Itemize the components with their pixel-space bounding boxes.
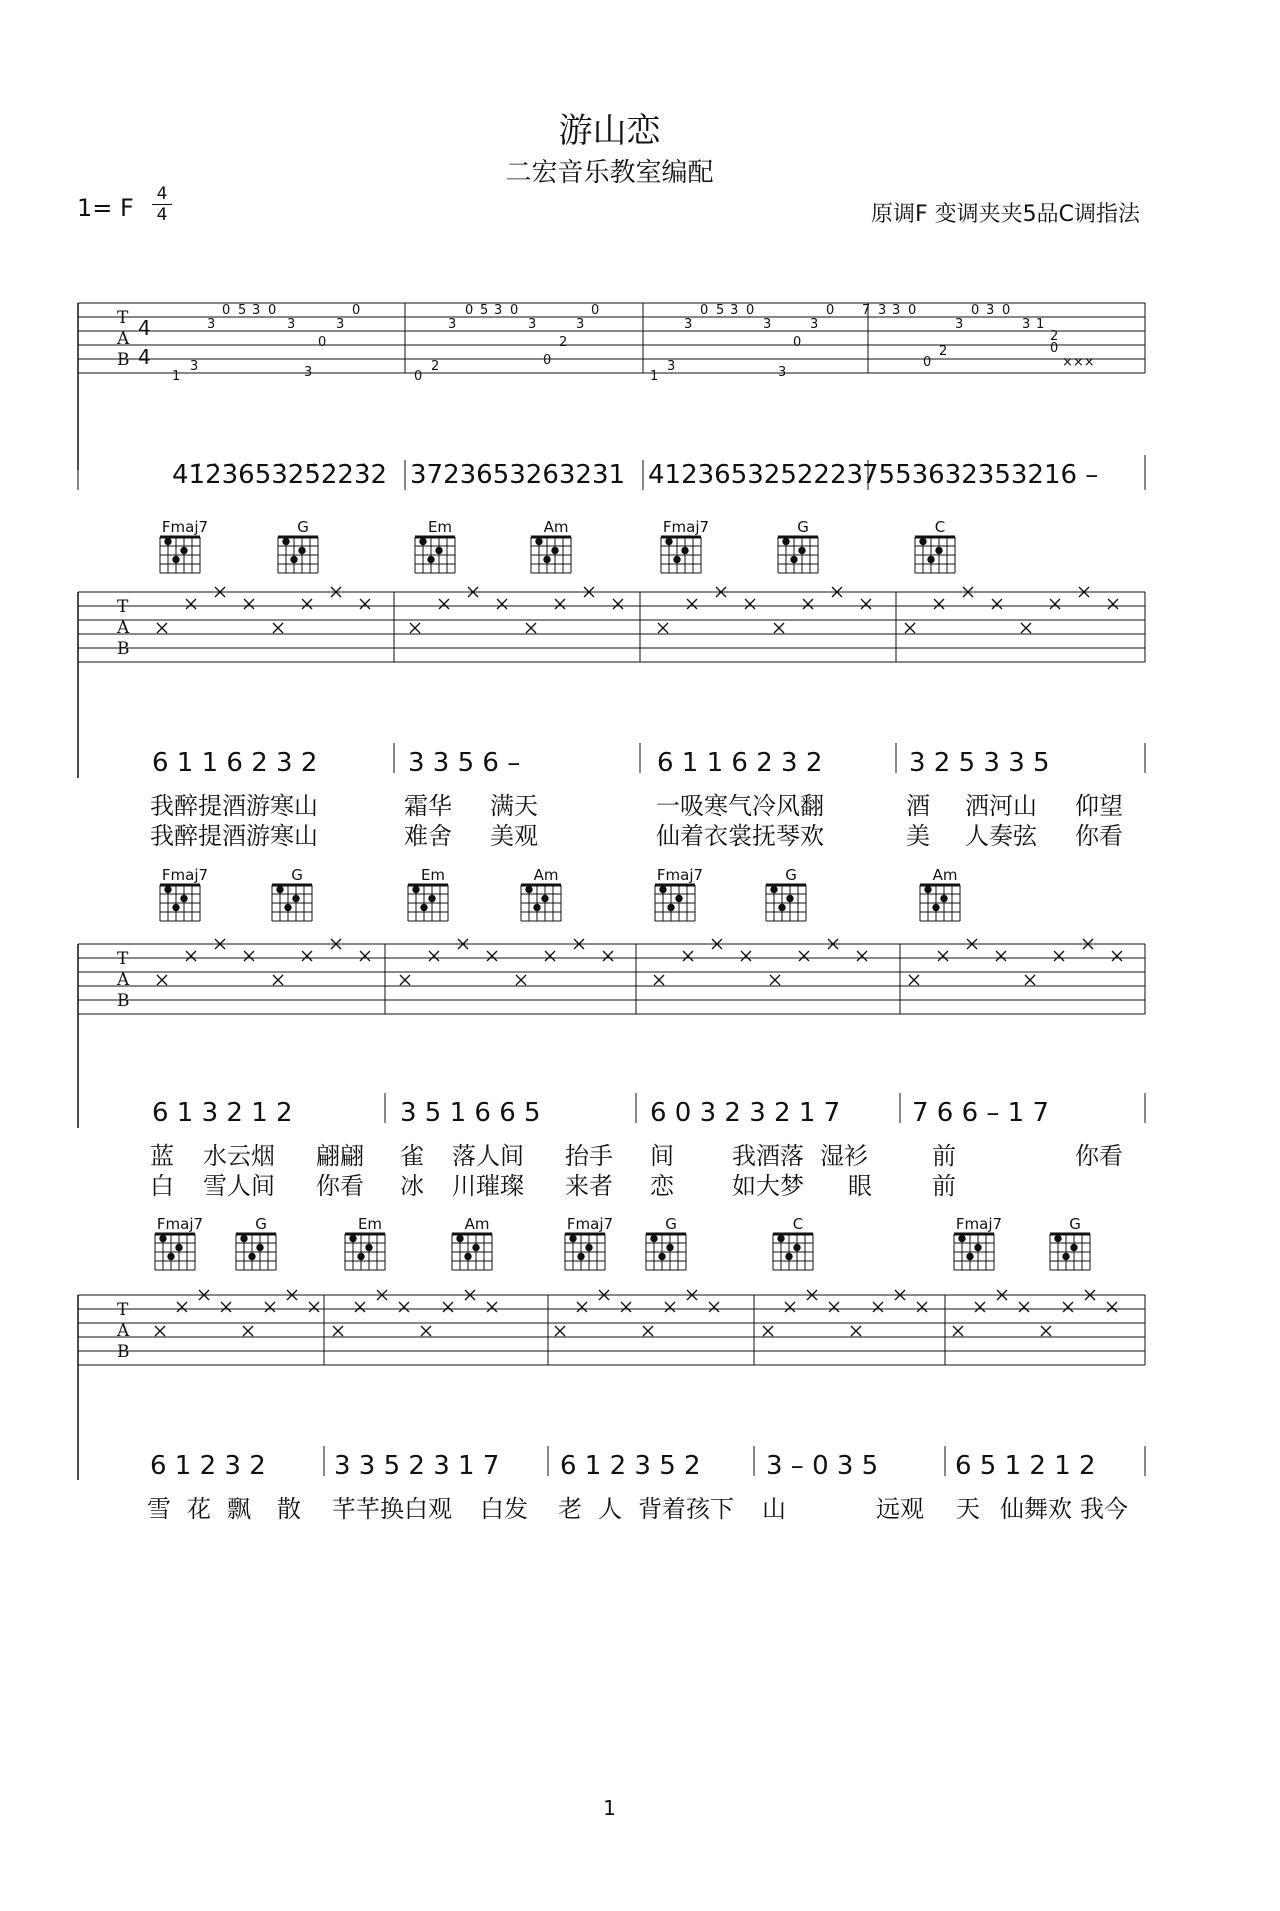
svg-text:1: 1: [1036, 317, 1045, 332]
strum-mark: [938, 951, 948, 961]
strum-mark: [975, 1302, 985, 1312]
chord-name: G: [255, 1215, 267, 1233]
numbered-notation-3: [0, 1098, 1219, 1138]
strum-mark: [487, 951, 497, 961]
lyric: 美: [906, 822, 930, 850]
lyric: 落人间: [452, 1142, 524, 1170]
strum-mark: [309, 1302, 319, 1312]
lyric: 水云烟: [203, 1142, 275, 1170]
svg-text:2: 2: [559, 335, 568, 350]
svg-text:0: 0: [510, 303, 519, 318]
lyrics-3a: [0, 1136, 1219, 1170]
lyric: 山: [762, 1495, 786, 1523]
numbered-notation-1: [0, 460, 1219, 500]
lyric: 你看: [1075, 1142, 1123, 1170]
measure-notes: 6 5 1 2 1 2: [955, 1451, 1096, 1481]
strum-mark: [360, 599, 370, 609]
svg-text:A: A: [117, 618, 130, 638]
svg-text:3: 3: [528, 317, 537, 332]
lyric: 仙着衣裳抚琴欢: [656, 822, 824, 850]
strum-mark: [934, 599, 944, 609]
lyric: 雪人间: [203, 1172, 275, 1200]
chord-diagram: [1050, 1234, 1090, 1270]
lyric: 天: [956, 1495, 980, 1523]
strum-mark: [545, 951, 555, 961]
strum-mark: [745, 599, 755, 609]
lyric: 洒河山: [965, 792, 1037, 820]
svg-text:3: 3: [684, 317, 693, 332]
svg-text:0: 0: [543, 353, 552, 368]
song-title: 游山恋: [558, 111, 661, 151]
chord-diagram: [408, 885, 448, 921]
measure-notes: 6 1 2 3 2: [150, 1451, 266, 1481]
svg-text:3: 3: [763, 317, 772, 332]
strum-mark: [399, 1302, 409, 1312]
strum-mark: [497, 599, 507, 609]
lyric: 我醉提酒游寒山: [150, 822, 318, 850]
svg-text:7: 7: [862, 303, 871, 318]
svg-text:T: T: [117, 308, 129, 328]
chord-diagram: [345, 1234, 385, 1270]
svg-text:0: 0: [971, 303, 980, 318]
strum-mark: [603, 951, 613, 961]
chord-diagram: [773, 1234, 813, 1270]
lyric: 霜华: [404, 792, 452, 820]
chord-diagram: [452, 1234, 492, 1270]
chord-diagram: [521, 885, 561, 921]
time-sig-bottom: 4: [156, 205, 168, 225]
strum-mark: [273, 975, 283, 985]
chord-name: C: [792, 1215, 804, 1233]
strum-mark: [157, 975, 167, 985]
lyric: 湿衫: [820, 1142, 868, 1170]
measure-notes: 3 2 5 3 3 5: [909, 748, 1050, 778]
lyric: 我醉提酒游寒山: [150, 792, 318, 820]
lyric: 白: [150, 1172, 174, 1200]
chord-diagram: [565, 1234, 605, 1270]
strum-mark: [861, 599, 871, 609]
chord-name: Em: [420, 866, 446, 884]
lyric: 抬手: [565, 1142, 613, 1170]
chord-name: Am: [932, 866, 958, 884]
measure-notes: 6 0 3 2 3 2 1 7: [650, 1098, 841, 1128]
strum-mark: [829, 1302, 839, 1312]
svg-text:3: 3: [892, 303, 901, 318]
strum-mark: [643, 1326, 653, 1336]
svg-text:T: T: [117, 949, 129, 969]
strum-mark: [302, 599, 312, 609]
svg-text:3: 3: [304, 365, 313, 380]
strum-mark: [683, 951, 693, 961]
chord-diagram: [778, 537, 818, 573]
lyric: 前: [932, 1172, 956, 1200]
strum-mark: [770, 975, 780, 985]
strum-mark: [360, 951, 370, 961]
strum-mark: [577, 1302, 587, 1312]
chord-name: G: [785, 866, 797, 884]
svg-text:3: 3: [190, 359, 199, 374]
svg-text:1: 1: [650, 369, 659, 384]
svg-text:3: 3: [252, 303, 261, 318]
strum-mark: [429, 951, 439, 961]
chord-name: Fmaj7: [656, 866, 704, 884]
svg-text:3: 3: [878, 303, 887, 318]
chord-name: Em: [357, 1215, 383, 1233]
lyric: 恋: [650, 1172, 674, 1200]
svg-text:3: 3: [778, 365, 787, 380]
strum-mark: [873, 1302, 883, 1312]
chord-diagram: [915, 537, 955, 573]
chord-name: Am: [533, 866, 559, 884]
svg-text:0: 0: [793, 335, 802, 350]
strum-mark: [953, 1326, 963, 1336]
svg-text:B: B: [117, 991, 130, 1011]
strum-mark: [785, 1302, 795, 1312]
numbered-notation-4: [0, 1451, 1219, 1491]
strum-mark: [1019, 1302, 1029, 1312]
strum-mark: [244, 599, 254, 609]
strum-mark: [1054, 951, 1064, 961]
lyric: 满天: [490, 792, 538, 820]
svg-text:0: 0: [318, 335, 327, 350]
strum-mark: [555, 599, 565, 609]
svg-text:1: 1: [172, 369, 181, 384]
lyric: 芊芊换白观: [332, 1495, 452, 1523]
chord-diagram: [655, 885, 695, 921]
measure-notes: 3 – 0 3 5: [766, 1451, 879, 1481]
svg-text:0: 0: [826, 303, 835, 318]
strum-mark: [996, 951, 1006, 961]
strum-mark: [177, 1302, 187, 1312]
strum-mark: [526, 623, 536, 633]
chord-diagram: [954, 1234, 994, 1270]
lyric: 仰望: [1075, 792, 1123, 820]
chord-diagram: [160, 537, 200, 573]
svg-text:A: A: [117, 970, 130, 990]
chord-name: Am: [464, 1215, 490, 1233]
svg-text:3: 3: [1022, 317, 1031, 332]
strum-mark: [1050, 599, 1060, 609]
lyric: 雀: [400, 1142, 424, 1170]
svg-text:3: 3: [494, 303, 503, 318]
strum-mark: [857, 951, 867, 961]
lyric: 如大梦: [732, 1172, 804, 1200]
chord-name: Fmaj7: [566, 1215, 614, 1233]
chord-name: Am: [543, 518, 569, 536]
strum-mark: [917, 1302, 927, 1312]
lyric: 老: [558, 1495, 582, 1523]
lyric: 美观: [490, 822, 538, 850]
svg-text:3: 3: [448, 317, 457, 332]
lyric: 我酒落: [732, 1142, 804, 1170]
strum-mark: [1041, 1326, 1051, 1336]
lyric: 远观: [876, 1495, 924, 1523]
svg-text:2: 2: [431, 359, 440, 374]
measure-notes: 3 5 1 6 6 5: [400, 1098, 541, 1128]
svg-text:0: 0: [700, 303, 709, 318]
lyric: 散: [277, 1495, 301, 1523]
chord-diagram: [531, 537, 571, 573]
strum-mark: [851, 1326, 861, 1336]
strum-mark: [799, 951, 809, 961]
svg-text:B: B: [117, 350, 130, 370]
lyric: 花: [187, 1495, 211, 1523]
lyric: 人奏弦: [965, 822, 1037, 850]
lyric: 白发: [480, 1495, 528, 1523]
strum-mark: [302, 951, 312, 961]
lyric: 雪: [147, 1495, 171, 1523]
strum-mark: [1025, 975, 1035, 985]
strum-mark: [244, 951, 254, 961]
strum-mark: [555, 1326, 565, 1336]
strum-mark: [763, 1326, 773, 1336]
strum-mark: [1107, 1302, 1117, 1312]
arranger: 二宏音乐教室编配: [505, 158, 714, 188]
chord-name: C: [934, 518, 946, 536]
chord-diagram: [272, 885, 312, 921]
chord-name: Em: [427, 518, 453, 536]
chord-name: G: [665, 1215, 677, 1233]
time-sig-top: 4: [156, 184, 168, 204]
measure-notes: 3 3 5 2 3 1 7: [334, 1451, 500, 1481]
svg-text:0: 0: [591, 303, 600, 318]
strum-mark: [355, 1302, 365, 1312]
chord-diagram: [661, 537, 701, 573]
measure-notes: 3723653263231: [410, 460, 626, 490]
measure-notes: 41̇2̇3̇653̇25̇2̇23̇2: [172, 460, 388, 490]
svg-text:B: B: [117, 1342, 130, 1362]
strum-mark: [1021, 623, 1031, 633]
chord-name: G: [291, 866, 303, 884]
svg-text:3: 3: [667, 359, 676, 374]
strum-mark: [155, 1326, 165, 1336]
strum-mark: [654, 975, 664, 985]
lyrics-4: [0, 1489, 1219, 1523]
strum-mark: [186, 951, 196, 961]
chord-name: G: [297, 518, 309, 536]
tab-staff-1: [78, 303, 1145, 470]
chord-diagram: [160, 885, 200, 921]
strum-mark: [658, 623, 668, 633]
lyric: 翩翩: [316, 1142, 364, 1170]
svg-text:3: 3: [955, 317, 964, 332]
strum-mark: [221, 1302, 231, 1312]
key-signature: 1= F: [77, 194, 134, 222]
lyrics-2b: [0, 816, 1219, 850]
chord-name: Fmaj7: [161, 518, 209, 536]
lyric: 一吸寒气冷风翻: [656, 792, 824, 820]
lyric: 你看: [316, 1172, 364, 1200]
lyric: 难舍: [404, 822, 452, 850]
svg-text:4: 4: [138, 316, 151, 340]
svg-text:5: 5: [238, 303, 247, 318]
svg-text:A: A: [117, 1321, 130, 1341]
svg-text:×××: ×××: [1062, 355, 1095, 370]
svg-text:0: 0: [908, 303, 917, 318]
lyrics-2a: [0, 786, 1219, 820]
strum-mark: [333, 1326, 343, 1336]
svg-text:0: 0: [414, 369, 423, 384]
lyric: 川璀璨: [452, 1172, 524, 1200]
svg-text:3: 3: [207, 317, 216, 332]
lyric: 冰: [400, 1172, 424, 1200]
strum-mark: [687, 599, 697, 609]
page-number: 1: [603, 1796, 616, 1820]
strum-mark: [1108, 599, 1118, 609]
svg-text:3: 3: [287, 317, 296, 332]
strum-mark: [410, 623, 420, 633]
lyric: 来者: [565, 1172, 613, 1200]
svg-text:T: T: [117, 1300, 129, 1320]
svg-text:A: A: [117, 329, 130, 349]
measure-notes: 6 1 1 6 2 3 2: [152, 748, 318, 778]
svg-text:3: 3: [986, 303, 995, 318]
svg-text:3: 3: [810, 317, 819, 332]
chord-name: G: [1069, 1215, 1081, 1233]
measure-notes: 6 1 2 3 5 2: [560, 1451, 701, 1481]
strum-mark: [803, 599, 813, 609]
chord-diagram: [766, 885, 806, 921]
strum-mark: [421, 1326, 431, 1336]
strum-mark: [1112, 951, 1122, 961]
strum-mark: [186, 599, 196, 609]
lyric: 仙舞欢: [1000, 1495, 1072, 1523]
measure-notes: 7 6 6 – 1 7: [912, 1098, 1050, 1128]
svg-text:0: 0: [1002, 303, 1011, 318]
strum-mark: [992, 599, 1002, 609]
svg-text:3: 3: [730, 303, 739, 318]
strum-mark: [439, 599, 449, 609]
strum-mark: [400, 975, 410, 985]
strum-mark: [516, 975, 526, 985]
lyric: 蓝: [150, 1142, 174, 1170]
strum-mark: [273, 623, 283, 633]
strum-mark: [443, 1302, 453, 1312]
lyric: 飘: [227, 1495, 251, 1523]
lyric: 背着孩下: [638, 1495, 734, 1523]
lyric: 前: [932, 1142, 956, 1170]
measure-notes: 6 1 3 2 1 2: [152, 1098, 293, 1128]
measure-notes: 7553632353216 –: [862, 460, 1099, 490]
chord-diagram: [278, 537, 318, 573]
svg-text:2: 2: [939, 344, 948, 359]
chord-diagram: [415, 537, 455, 573]
svg-text:2: 2: [1050, 329, 1059, 344]
chord-name: Fmaj7: [156, 1215, 204, 1233]
chord-diagram: [646, 1234, 686, 1270]
chord-diagram: [155, 1234, 195, 1270]
svg-text:5: 5: [716, 303, 725, 318]
svg-text:3: 3: [336, 317, 345, 332]
lyric: 间: [650, 1142, 674, 1170]
svg-text:0: 0: [465, 303, 474, 318]
strum-mark: [243, 1326, 253, 1336]
measure-notes: 4123653252223: [648, 460, 864, 490]
svg-text:0: 0: [222, 303, 231, 318]
chord-name: Fmaj7: [161, 866, 209, 884]
lyric: 你看: [1075, 822, 1123, 850]
strum-mark: [487, 1302, 497, 1312]
strum-mark: [621, 1302, 631, 1312]
svg-text:0: 0: [1050, 341, 1059, 356]
chord-name: G: [797, 518, 809, 536]
lyric: 人: [598, 1495, 622, 1523]
svg-text:0: 0: [746, 303, 755, 318]
measure-notes: 3 3 5 6 –: [408, 748, 521, 778]
strum-mark: [1063, 1302, 1073, 1312]
chord-name: Fmaj7: [955, 1215, 1003, 1233]
svg-text:4: 4: [138, 345, 151, 369]
strum-mark: [613, 599, 623, 609]
strum-mark: [741, 951, 751, 961]
strum-mark: [774, 623, 784, 633]
measure-notes: 6 1 1 6 2 3 2: [657, 748, 823, 778]
svg-text:0: 0: [923, 355, 932, 370]
svg-text:5: 5: [480, 303, 489, 318]
strum-mark: [909, 975, 919, 985]
capo-note: 原调F 变调夹夹5品C调指法: [870, 202, 1140, 227]
chord-diagram: [920, 885, 960, 921]
svg-text:B: B: [117, 639, 130, 659]
svg-text:T: T: [117, 597, 129, 617]
svg-text:0: 0: [268, 303, 277, 318]
strum-mark: [665, 1302, 675, 1312]
svg-text:3: 3: [576, 317, 585, 332]
lyric: 酒: [906, 792, 930, 820]
strum-mark: [157, 623, 167, 633]
chord-diagram: [236, 1234, 276, 1270]
lyric: 眼: [848, 1172, 872, 1200]
svg-text:0: 0: [352, 303, 361, 318]
numbered-notation-2: [0, 748, 1219, 788]
strum-mark: [905, 623, 915, 633]
strum-mark: [265, 1302, 275, 1312]
strum-mark: [709, 1302, 719, 1312]
lyrics-3b: [0, 1166, 1219, 1200]
chord-name: Fmaj7: [662, 518, 710, 536]
lyric: 我今: [1080, 1495, 1128, 1523]
